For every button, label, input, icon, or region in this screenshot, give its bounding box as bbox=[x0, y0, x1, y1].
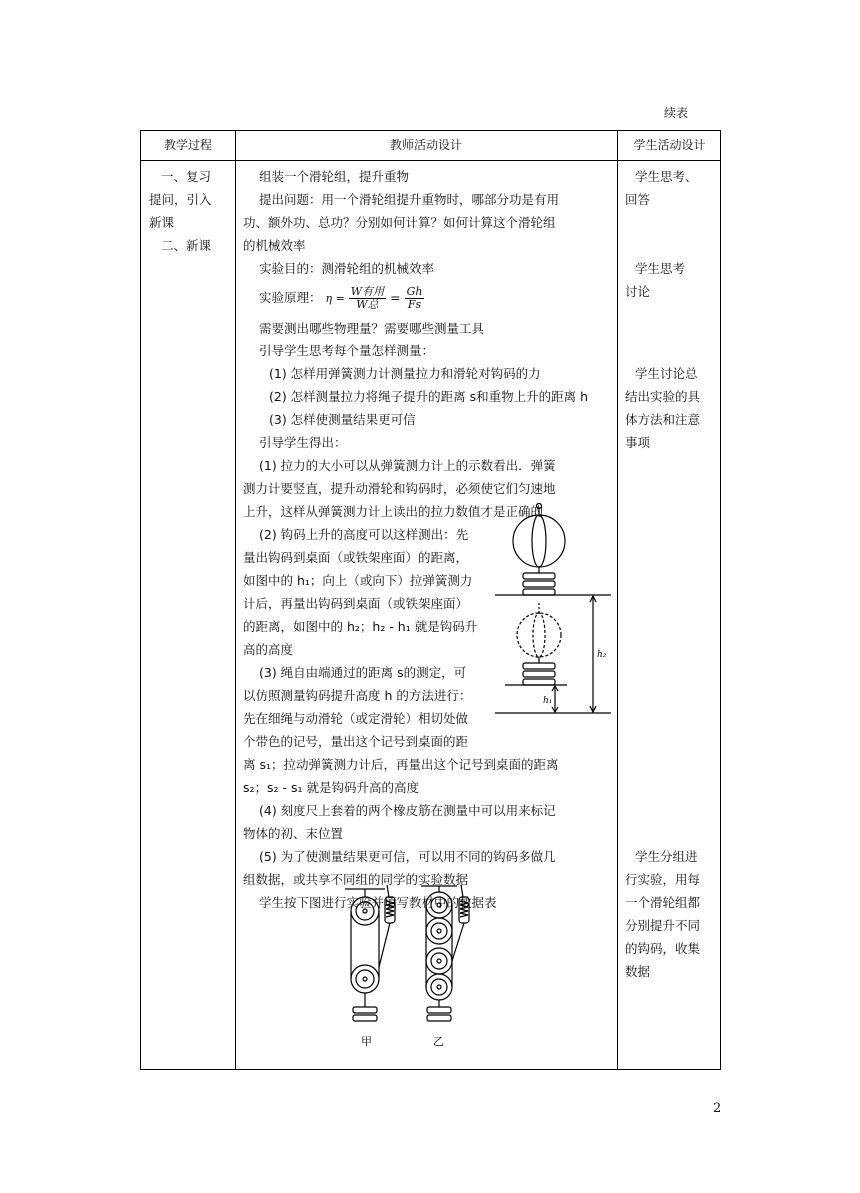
h2-label: h₂ bbox=[597, 650, 607, 660]
formula-fraction-force: $\frac{Gh}{Fs}$ bbox=[406, 285, 423, 311]
pulley-systems-figure bbox=[341, 883, 481, 1063]
formula-fraction-work: $\frac{\text{W有用}}{\text{W总}}$ bbox=[350, 285, 385, 311]
student-note-2: 学生思考 讨论 bbox=[625, 261, 686, 299]
formula-eta: η = bbox=[325, 292, 345, 305]
h1-label: h₁ bbox=[543, 696, 553, 706]
lesson-table: 教学过程 教师活动设计 学生活动设计 一、复习 提问，引入 新课 二、新课 组装一个滑轮组，提升重物 提出问题：用一个滑轮组提升重物时，哪部分功是有用 功、额外功、总功？分别如何计算？如何计算这个滑轮组 的机械效率 实验目的：测滑轮组的机械效率 实验原理： η = $\frac{\text{W有用}}{\text{W总}}$ = $\frac{Gh}{Fs}$ 需要测出哪些物理量？需要哪些测量工具 引导学生思考每个量怎样测量： (1) 怎样用弹簧测力计测量拉力和滑轮对钩码的力 (2) 怎样测量拉力将绳子提升的距离 s和重物上升的距离 h (3) 怎样使测量结果更可信 引导学生得出： (1) 拉力的大小可以从弹簧测力计上的示数看出．弹簧 测力计要竖直，提升动滑轮和钩码时，必须使它们匀速地 上升，这样从弹簧测力计上读出的拉力数值才是正确的 (2) 钩码上升的高度可以这样测出：先 量出钩码到桌面（或铁架座面）的距离， 如图中的 h₁；向上（或向下）拉弹簧测力 计后，再量出钩码到桌面（或铁架座面） 的距离，如图中的 h₂；h₂ - h₁ 就是钩码升 高的高度 (3) 绳自由端通过的距离 s的测定，可 以仿照测量钩码提升高度 h 的方法进行： 先在细绳与动滑轮（或定滑轮）相切处做 个带色的记号，量出这个记号到桌面的距 离 s₁；拉动弹簧测力计后，再量出这个记号到桌面的距离 s₂；s₂ - s₁ 就是钩码升高的高度 (4) 刻度尺上套着的两个橡皮筋在测量中可以用来标记 物体的初、末位置 (5) 为了使测量结果更可信，可以用不同的钩码多做几 组数据，或共享不同组的同学的实验数据 学生按下图进行实验并填写教材中的数据表 学生思考、 回答 学生思考 讨论 学生讨论总 结出实验的具 体方法和注意 事项 学生分组进 行实验，用每 一个滑轮组都 分别提升不同 的钩码，收集 数据 h₂ h₁ 甲 乙 bbox=[140, 130, 721, 1070]
height-measurement-figure bbox=[493, 503, 617, 719]
student-note-4: 学生分组进 行实验，用每 一个滑轮组都 分别提升不同 的钩码，收集 数据 bbox=[625, 849, 701, 979]
header-teacher: 教师活动设计 bbox=[389, 138, 462, 152]
student-note-1: 学生思考、 回答 bbox=[625, 169, 698, 207]
header-student: 学生活动设计 bbox=[633, 138, 706, 152]
formula-line: 实验原理： η = $\frac{\text{W有用}}{\text{W总}}$ = $\frac{Gh}{Fs}$ bbox=[259, 285, 423, 311]
process-column: 一、复习 提问，引入 新课 二、新课 bbox=[149, 169, 212, 253]
student-note-3: 学生讨论总 结出实验的具 体方法和注意 事项 bbox=[625, 366, 701, 450]
label-jia: 甲 bbox=[361, 1035, 372, 1048]
continued-label: 续表 bbox=[664, 106, 689, 120]
header-process: 教学过程 bbox=[163, 138, 212, 152]
page-number: 2 bbox=[713, 1101, 722, 1116]
label-yi: 乙 bbox=[433, 1035, 444, 1048]
